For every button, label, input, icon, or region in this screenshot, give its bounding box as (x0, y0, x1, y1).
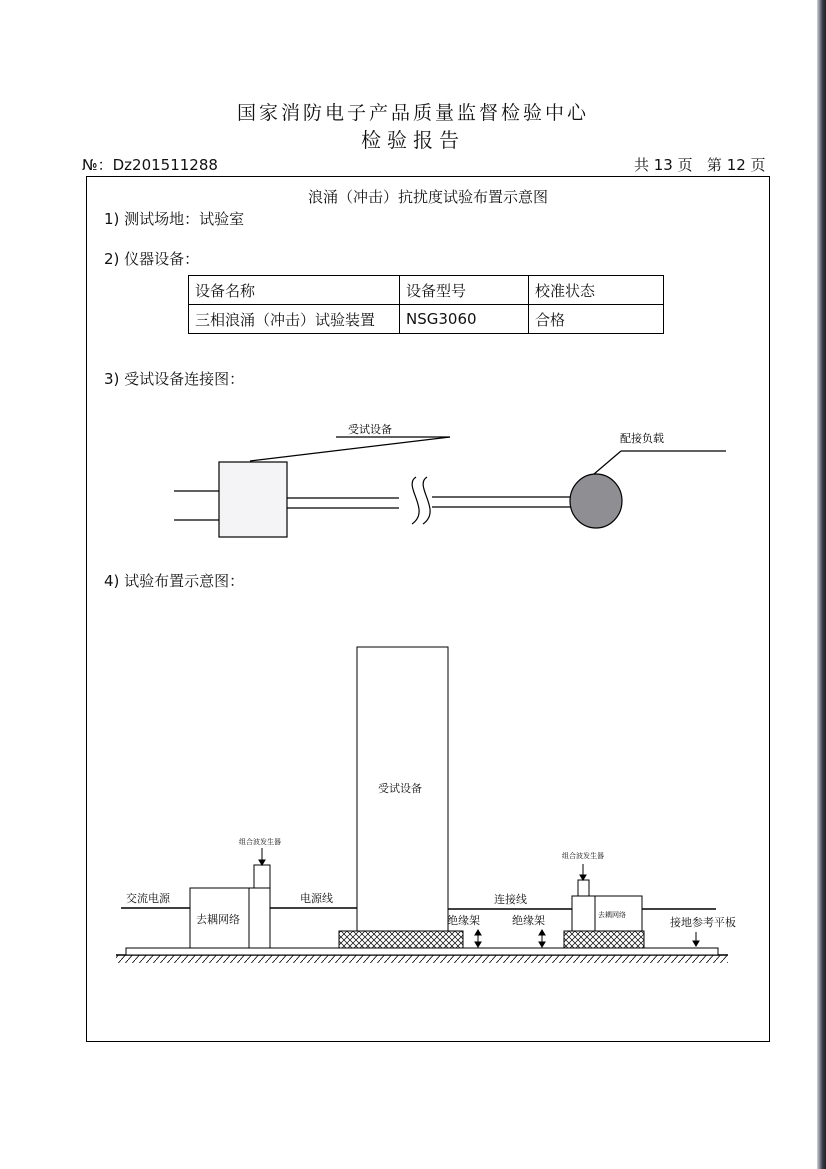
doc-type-title: 检验报告 (361, 128, 465, 152)
insulation-label-right: 绝缘架 (512, 914, 545, 927)
generator-box-left (254, 865, 270, 888)
connect-line-label: 连接线 (494, 893, 527, 906)
break-symbol (412, 477, 419, 524)
red-stamp-fragment (805, 600, 825, 740)
page-indicator: 共 13 页 第 12 页 (634, 156, 766, 174)
cell-equipment-model: NSG3060 (400, 305, 529, 334)
generator-arrowhead-left (259, 860, 265, 865)
col-header-name: 设备名称 (189, 276, 400, 305)
section-layout: 4) 试验布置示意图： (104, 572, 245, 590)
org-title: 国家消防电子产品质量监督检验中心 (236, 102, 589, 124)
break-symbol-2 (423, 477, 430, 524)
ground-reference-plane (126, 948, 718, 955)
ground-hatch (116, 955, 728, 963)
layout-diagram (86, 640, 770, 980)
load-leader-line (594, 451, 621, 474)
equipment-table (188, 275, 664, 334)
power-line-label: 电源线 (300, 892, 333, 905)
diagram-title: 浪涌（冲击）抗扰度试验布置示意图 (307, 188, 548, 206)
cdn-label-left: 去耦网络 (196, 913, 240, 926)
insulation-label-left: 绝缘架 (447, 914, 480, 927)
insulation-support-left (339, 931, 463, 948)
ac-power-label: 交流电源 (126, 892, 170, 905)
insulation-support-right (564, 931, 644, 948)
generator-arrowhead-right (580, 875, 586, 880)
load-circle (570, 474, 622, 528)
arrowhead-down-right (539, 942, 545, 947)
generator-box-right (578, 880, 589, 896)
section-equipment: 2) 仪器设备： (104, 250, 200, 268)
generator-label-right: 组合波发生器 (562, 852, 604, 860)
cdn-label-right: 去耦网络 (598, 911, 626, 919)
generator-label-left: 组合波发生器 (239, 838, 281, 846)
report-number: №：Dz201511288 (82, 156, 218, 174)
ground-plane-label: 接地参考平板 (670, 916, 736, 929)
cell-calibration-status: 合格 (529, 305, 664, 334)
eut-leader-line (250, 437, 450, 461)
eut-label-layout: 受试设备 (378, 782, 422, 795)
col-header-model: 设备型号 (400, 276, 529, 305)
table-row (189, 305, 664, 334)
arrowhead-up-left (475, 930, 481, 935)
table-header-row (189, 276, 664, 305)
arrowhead-down-left (475, 942, 481, 947)
eut-box (219, 462, 287, 537)
section-connection: 3) 受试设备连接图： (104, 370, 245, 388)
col-header-status: 校准状态 (529, 276, 664, 305)
arrowhead-up-right (539, 930, 545, 935)
ground-plane-arrowhead (693, 941, 699, 946)
eut-label: 受试设备 (348, 423, 392, 436)
scan-edge-shadow (817, 0, 826, 1169)
section-test-site: 1) 测试场地：试验室 (104, 210, 245, 228)
load-label: 配接负载 (620, 432, 664, 445)
cell-equipment-name: 三相浪涌（冲击）试验装置 (189, 305, 400, 334)
connection-diagram (86, 400, 770, 550)
